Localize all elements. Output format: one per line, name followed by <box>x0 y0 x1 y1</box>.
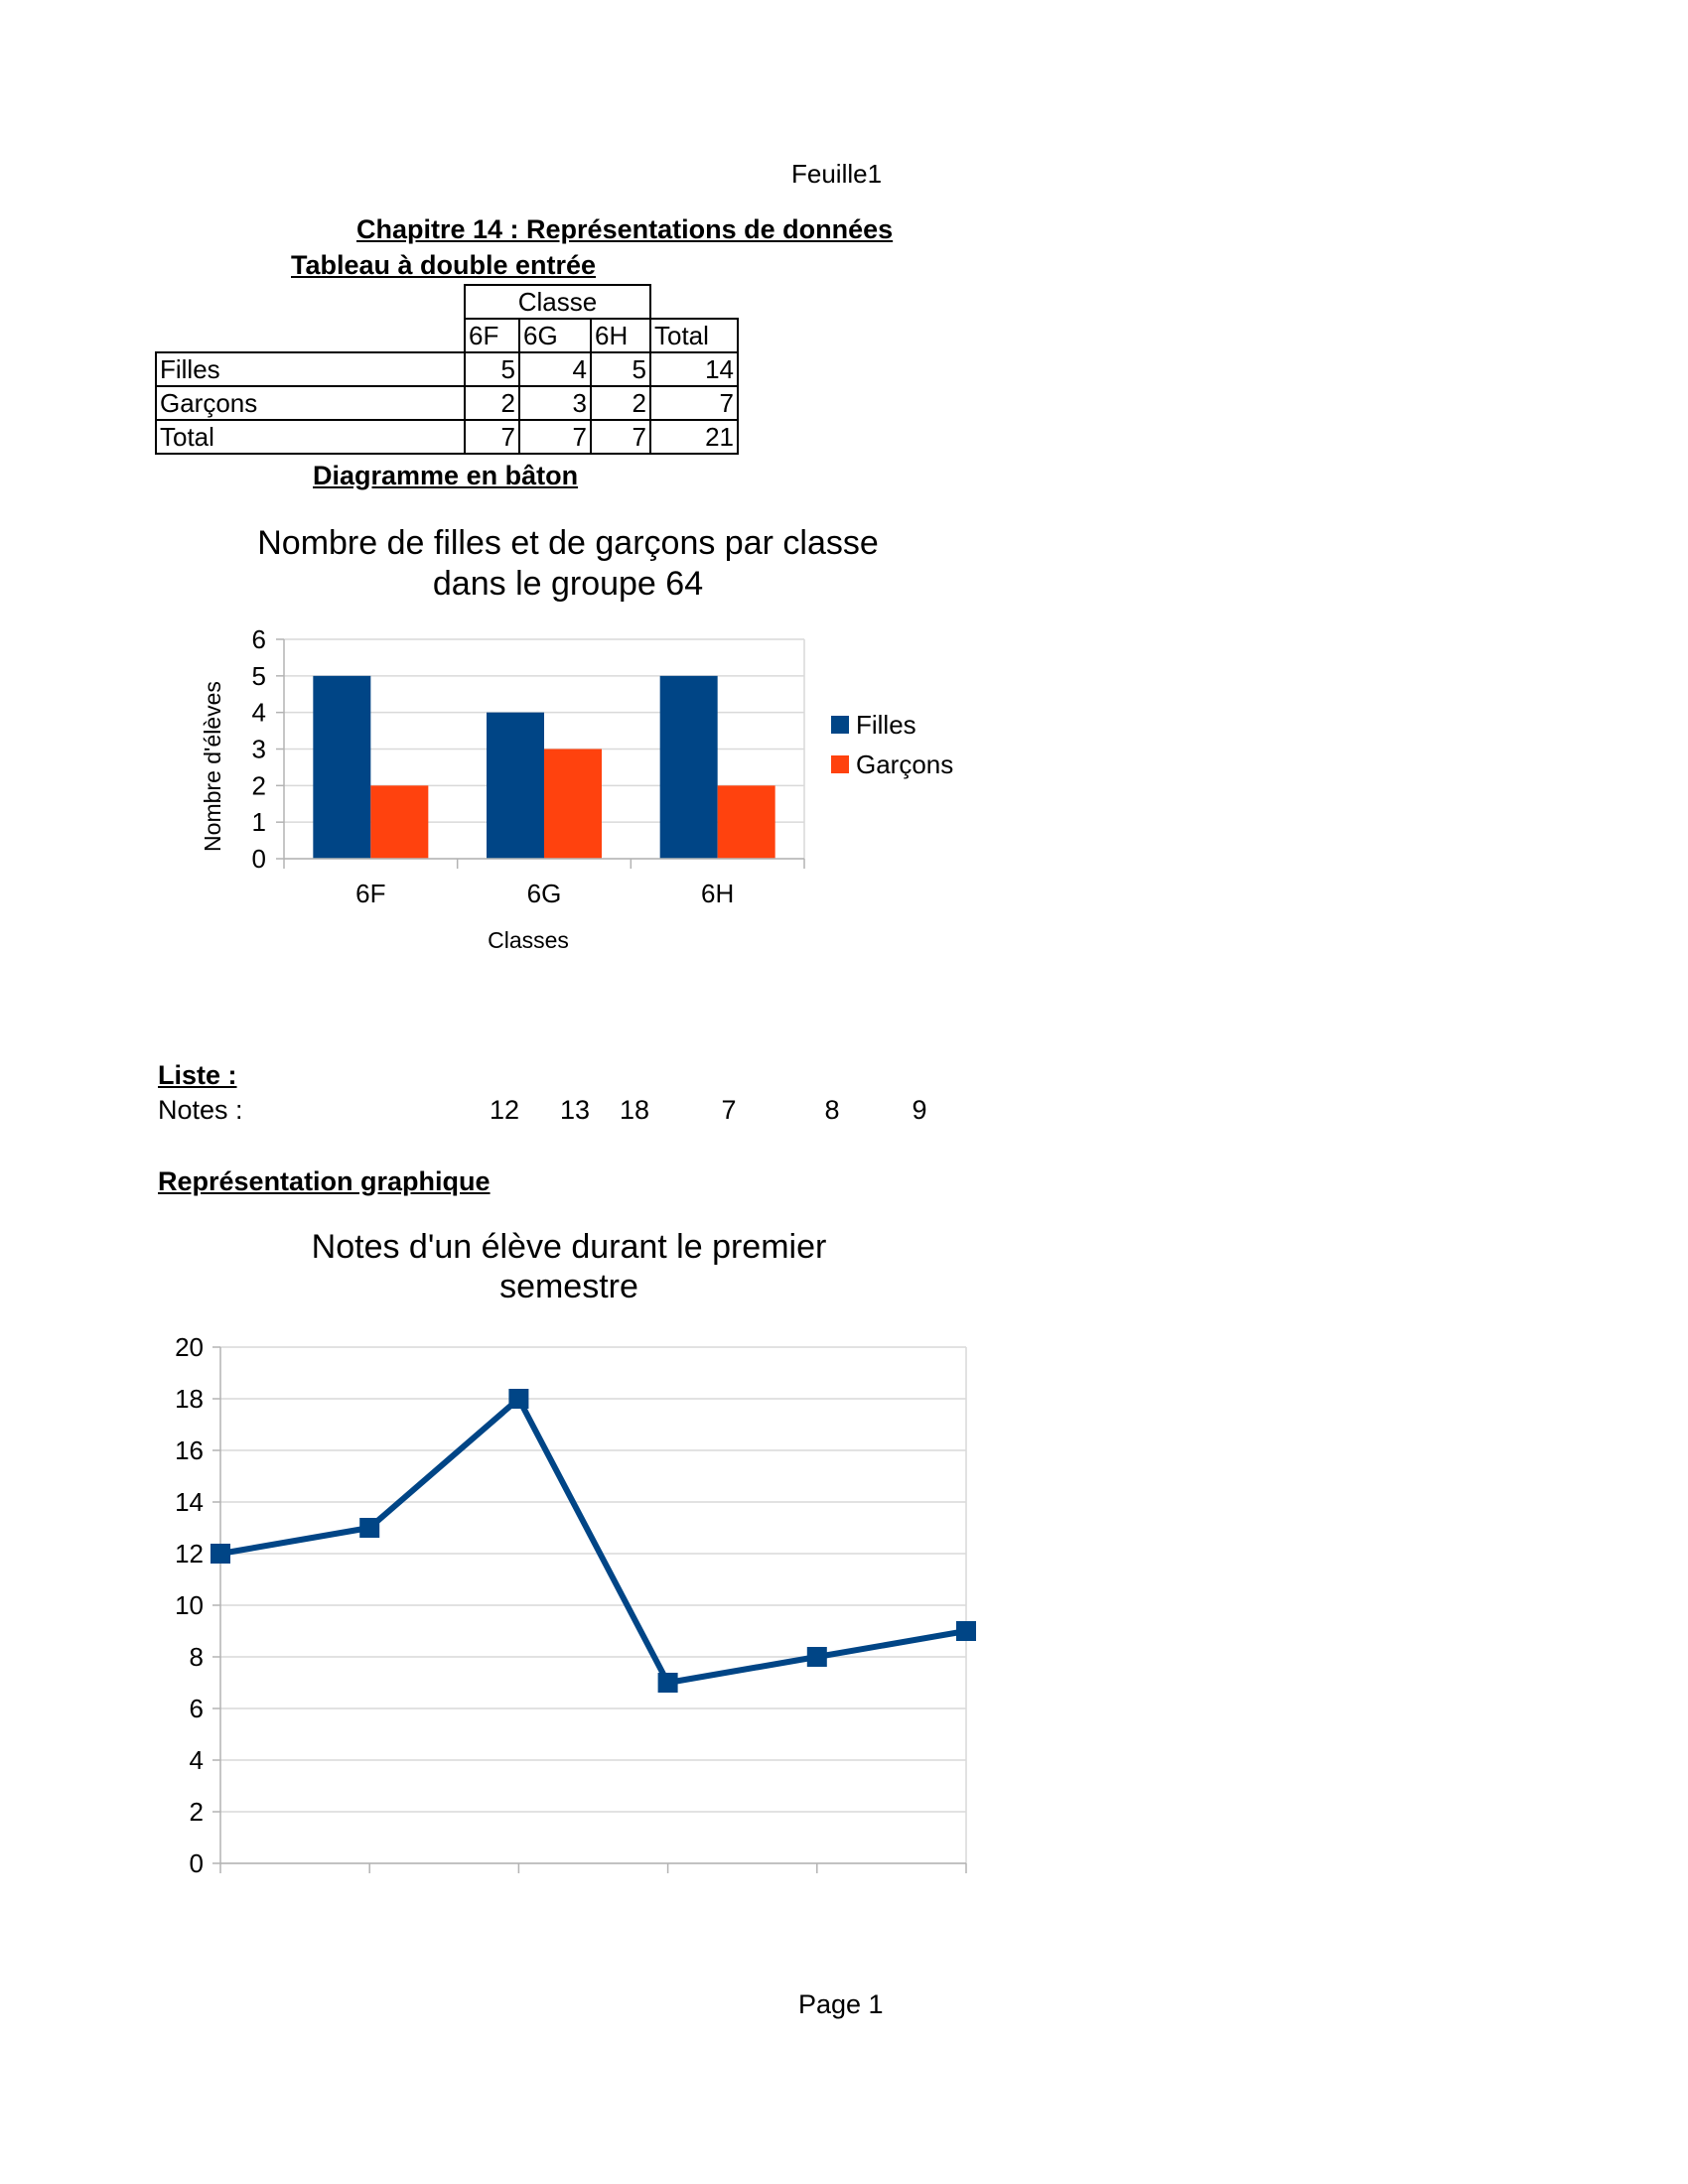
data-point <box>211 1544 230 1564</box>
page-number: Page 1 <box>798 1989 884 2019</box>
y-tick-label: 4 <box>189 1745 204 1775</box>
data-point <box>359 1518 379 1538</box>
note-value: 18 <box>619 1095 650 1125</box>
table-cell: 5 <box>591 352 650 386</box>
sheet-name: Feuille1 <box>791 159 883 189</box>
table-row-label: Garçons <box>156 386 465 420</box>
table-section-title: Tableau à double entrée <box>291 250 597 280</box>
table-cell: 7 <box>650 386 738 420</box>
y-tick-label: 12 <box>175 1539 204 1569</box>
y-tick-label: 2 <box>189 1797 204 1827</box>
y-tick-label: 16 <box>175 1435 204 1465</box>
note-value: 7 <box>721 1095 737 1125</box>
notes-label: Notes : <box>158 1095 243 1125</box>
data-point <box>658 1673 678 1693</box>
y-tick-label: 2 <box>251 770 266 801</box>
chapter-title: Chapitre 14 : Représentations de données <box>356 214 894 244</box>
table-cell: 2 <box>591 386 650 420</box>
table-cell: 7 <box>519 420 591 454</box>
table-cell: 2 <box>465 386 519 420</box>
chart-title: dans le groupe 64 <box>432 565 704 603</box>
table-row-label: Filles <box>156 352 465 386</box>
table-cell: 7 <box>465 420 519 454</box>
bar-section-title: Diagramme en bâton <box>313 461 579 490</box>
table-cell: 3 <box>519 386 591 420</box>
table-cell: 4 <box>519 352 591 386</box>
y-tick-label: 20 <box>175 1332 204 1362</box>
y-tick-label: 4 <box>251 697 266 728</box>
y-axis-label: Nombre d'élèves <box>200 681 225 852</box>
data-point <box>508 1389 528 1409</box>
list-section-title: Liste : <box>158 1060 237 1090</box>
x-tick-label: 6F <box>355 879 386 908</box>
table-col-header: Total <box>650 319 738 352</box>
table-cell: 14 <box>650 352 738 386</box>
note-value: 13 <box>559 1095 591 1125</box>
chart-title: Nombre de filles et de garçons par classe <box>257 524 879 562</box>
data-point <box>956 1621 976 1641</box>
graph-section-title: Représentation graphique <box>158 1166 491 1196</box>
note-value: 12 <box>489 1095 520 1125</box>
data-point <box>807 1647 827 1667</box>
y-tick-label: 3 <box>251 734 266 764</box>
y-tick-label: 6 <box>251 624 266 654</box>
y-tick-label: 18 <box>175 1384 204 1414</box>
x-tick-label: 6G <box>526 879 562 908</box>
table-row-label: Total <box>156 420 465 454</box>
chart-title: Notes d'un élève durant le premier <box>311 1228 827 1266</box>
table-col-header: 6H <box>591 319 650 352</box>
table-col-header: 6G <box>519 319 591 352</box>
y-tick-label: 0 <box>251 844 266 874</box>
table-group-header: Classe <box>465 285 650 319</box>
y-tick-label: 14 <box>175 1487 204 1517</box>
table-cell: 7 <box>591 420 650 454</box>
x-axis-label: Classes <box>488 927 569 953</box>
x-tick-label: 6H <box>701 879 735 908</box>
series-line <box>220 1399 966 1683</box>
legend-label: Filles <box>856 710 916 740</box>
y-tick-label: 10 <box>175 1590 204 1620</box>
table-cell: 21 <box>650 420 738 454</box>
y-tick-label: 6 <box>189 1694 204 1723</box>
chart-title: semestre <box>499 1268 638 1305</box>
note-value: 9 <box>912 1095 927 1125</box>
note-value: 8 <box>824 1095 840 1125</box>
table-cell: 5 <box>465 352 519 386</box>
legend-label: Garçons <box>856 750 954 779</box>
y-tick-label: 1 <box>251 807 266 838</box>
table-col-header: 6F <box>465 319 519 352</box>
y-tick-label: 8 <box>189 1642 204 1672</box>
y-tick-label: 5 <box>251 660 266 691</box>
y-tick-label: 0 <box>189 1848 204 1878</box>
